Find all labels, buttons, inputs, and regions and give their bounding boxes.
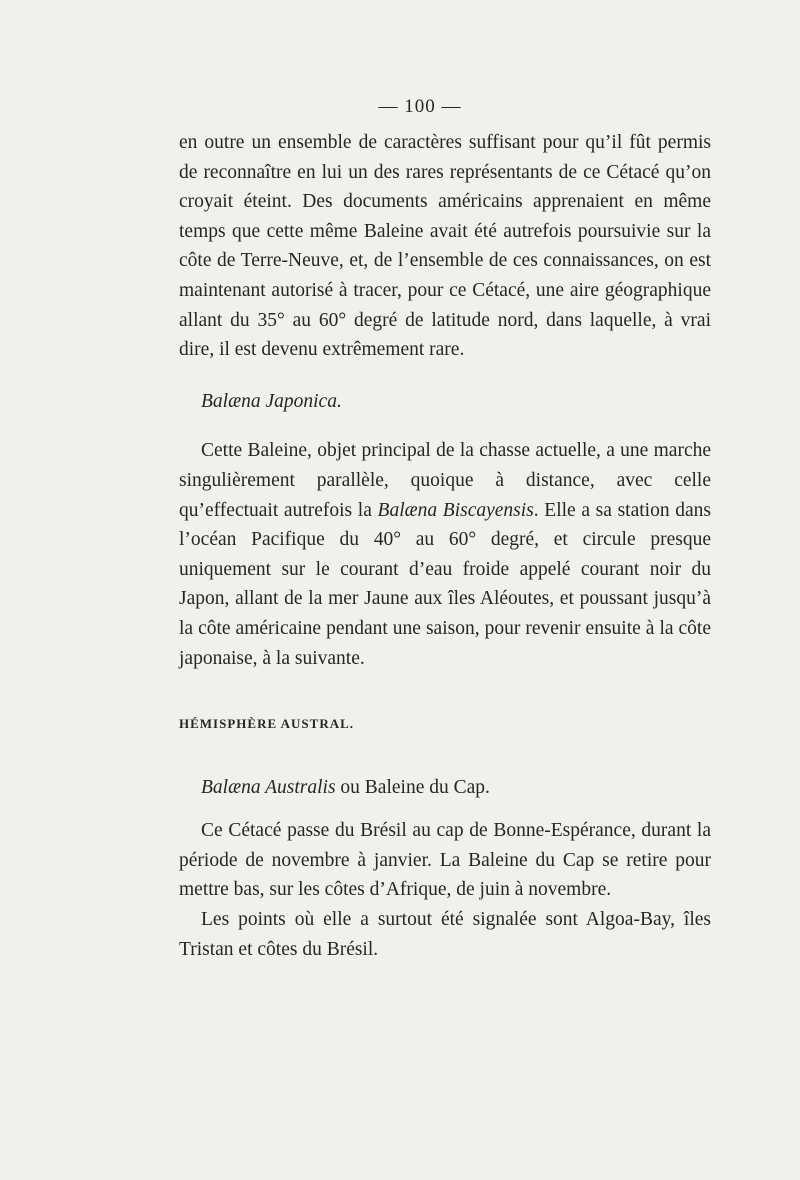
species-heading-australis: [179, 773, 711, 803]
species-australis-suffix: ou Baleine du Cap.: [335, 776, 490, 798]
species-name-australis: Balæna Australis: [201, 776, 336, 798]
section-heading-austral: HÉMISPHÈRE AUSTRAL.: [179, 716, 355, 732]
species-heading-japonica: Balæna Japonica.: [201, 390, 342, 412]
paragraph-continuation: en outre un ensemble de caractères suffisant pour qu’il fût permis de reconnaître en lui un des rares représentants de ce Cétacé qu’on croyait éteint. Des documents américains apprenaient en même temps que cette même Baleine avait été autrefois poursuivie sur la côte de Terre-Neuve, et, de l’ensemble de ces connaissances, on est maintenant autorisé à tracer, pour ce Cétacé, une aire géographique allant du 35° au 60° degré de latitude nord, dans laquelle, à vrai dire, il est devenu extrêmement rare.: [179, 132, 711, 361]
page-number: — 100 —: [378, 96, 462, 117]
paragraph-australis: Ce Cétacé passe du Brésil au cap de Bonne-Espérance, durant la période de novembre à janvier. La Baleine du Cap se retire pour mettre bas, sur les côtes d’Afrique, de juin à novembre.: [179, 820, 711, 901]
species-name-biscayensis: Balæna Biscayensis: [377, 499, 534, 521]
paragraph-locations: Les points où elle a surtout été signalée sont Algoa-Bay, îles Tristan et côtes du Brésil.: [179, 909, 711, 960]
page-body: [179, 128, 711, 964]
paragraph-japonica-text-2: . Elle a sa station dans l’océan Pacifique du 40° au 60° degré, et circule presque uniquement sur le courant d’eau froide appelé courant noir du Japon, allant de la mer Jaune aux îles Aléoutes, et poussant jusqu’à la côte américaine pendant une saison, pour revenir ensuite à la côte japonaise, à la suivante.: [179, 499, 711, 669]
paragraph-japonica-text-1: Cette Baleine, objet principal de la chasse actuelle, a une marche singulièrement parallèle, quoique à distance, avec celle qu’effectuait autrefois la: [179, 440, 711, 521]
paragraph-japonica: [179, 436, 711, 673]
